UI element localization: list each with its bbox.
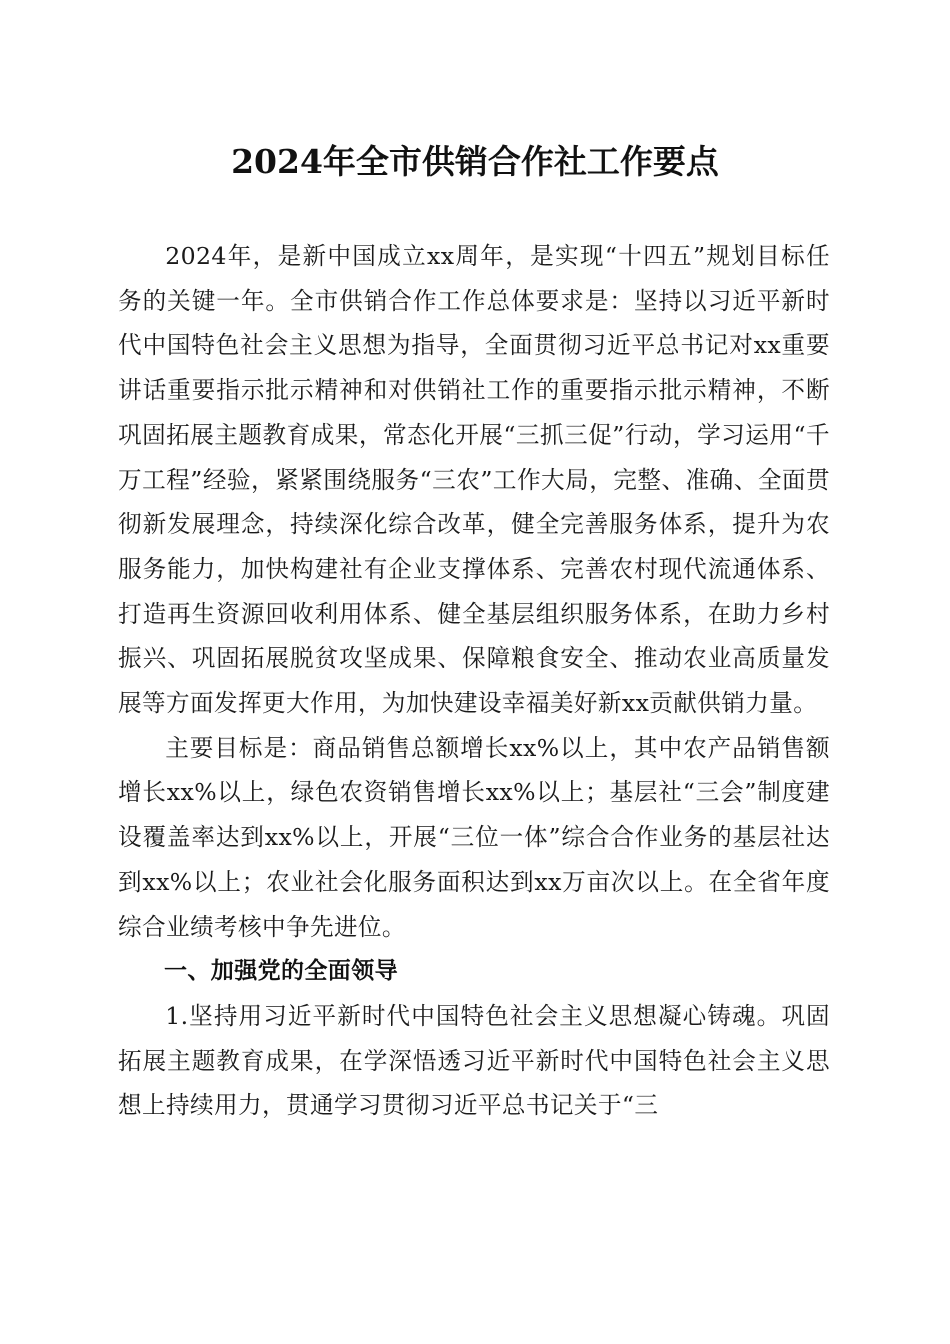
document-body — [118, 234, 830, 1128]
document-title: 2024年全市供销合作社工作要点 — [231, 142, 719, 181]
paragraph-intro: 2024年，是新中国成立xx周年，是实现“十四五”规划目标任务的关键一年。全市供销合作工作总体要求是：坚持以习近平新时代中国特色社会主义思想为指导，全面贯彻习近平总书记对xx重要讲话重要指示批示精神和对供销社工作的重要指示批示精神，不断巩固拓展主题教育成果，常态化开展“三抓三促”行动，学习运用“千万工程”经验，紧紧围绕服务“三农”工作大局，完整、准确、全面贯彻新发展理念，持续深化综合改革，健全完善服务体系，提升为农服务能力，加快构建社有企业支撑体系、完善农村现代流通体系、打造再生资源回收利用体系、健全基层组织服务体系，在助力乡村振兴、巩固拓展脱贫攻坚成果、保障粮食安全、推动农业高质量发展等方面发挥更大作用，为加快建设幸福美好新xx贡献供销力量。 — [118, 242, 830, 718]
paragraph-item-1: 1.坚持用习近平新时代中国特色社会主义思想凝心铸魂。巩固拓展主题教育成果，在学深悟透习近平新时代中国特色社会主义思想上持续用力，贯通学习贯彻习近平总书记关于“三 — [118, 1001, 830, 1120]
paragraph-goals: 主要目标是：商品销售总额增长xx%以上，其中农产品销售额增长xx%以上，绿色农资销售增长xx%以上；基层社“三会”制度建设覆盖率达到xx%以上，开展“三位一体”综合合作业务的基层社达到xx%以上；农业社会化服务面积达到xx万亩次以上。在全省年度综合业绩考核中争先进位。 — [118, 733, 830, 941]
section-heading-1: 一、加强党的全面领导 — [164, 958, 398, 985]
